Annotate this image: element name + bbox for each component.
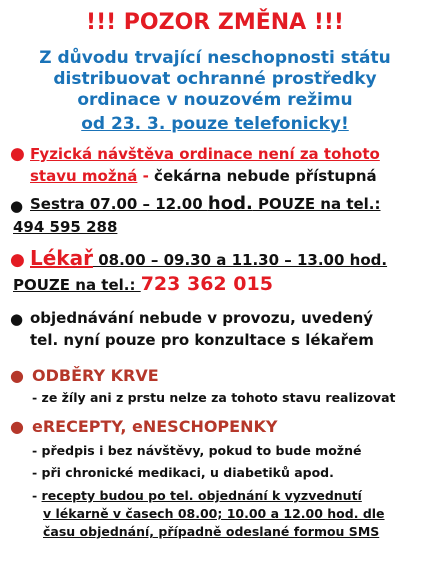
bullet-icon: ● bbox=[10, 366, 24, 385]
visit-line-1: Fyzická návštěva ordinace není za tohoto bbox=[30, 145, 380, 163]
erecipes-item-3-line-2: v lékarně v časech 08.00; 10.00 a 12.00 hod. dle bbox=[43, 506, 385, 521]
notice-title: !!! POZOR ZMĚNA !!! bbox=[86, 10, 344, 35]
erecipes-item-1: - předpis i bez návštěvy, pokud to bude možné bbox=[32, 443, 362, 458]
doctor-phone-label: POUZE na tel.: bbox=[13, 276, 141, 294]
doctor-line-1 bbox=[30, 248, 387, 270]
ordering-line-1: objednávání nebude v provozu, uvedený bbox=[30, 309, 374, 327]
ordering-line-2: tel. nyní pouze pro konzultace s lékařem bbox=[30, 331, 374, 349]
visit-not-possible: stavu možná bbox=[30, 167, 138, 185]
blood-heading: ODBĚRY KRVE bbox=[32, 366, 159, 385]
doctor-phone: 723 362 015 bbox=[140, 273, 273, 295]
intro-line-4: od 23. 3. pouze telefonicky! bbox=[81, 114, 349, 134]
visit-line-2 bbox=[30, 166, 377, 186]
nurse-hod: hod. bbox=[207, 193, 253, 214]
nurse-line-1 bbox=[30, 194, 381, 214]
erecipes-heading: eRECEPTY, eNESCHOPENKY bbox=[32, 417, 278, 436]
doctor-hours: 08.00 – 09.30 a 11.30 – 13.00 hod. bbox=[92, 251, 388, 269]
bullet-icon: ● bbox=[10, 310, 24, 328]
intro-line-2: distribuovat ochranné prostředky bbox=[53, 69, 377, 89]
intro-line-3: ordinace v nouzovém režimu bbox=[77, 90, 353, 110]
doctor-line-2 bbox=[13, 274, 273, 295]
nurse-phone: 494 595 288 bbox=[13, 218, 118, 236]
bullet-icon: ● bbox=[10, 197, 24, 215]
visit-dash: - bbox=[137, 167, 155, 185]
bullet-icon: ● bbox=[10, 144, 25, 164]
bullet-icon: ● bbox=[10, 250, 25, 270]
intro-line-1: Z důvodu trvající neschopnosti státu bbox=[39, 48, 391, 68]
visit-waiting-room: čekárna nebude přístupná bbox=[154, 167, 377, 185]
nurse-hours: Sestra 07.00 – 12.00 bbox=[30, 195, 208, 213]
blood-line-1: - ze žíly ani z prstu nelze za tohoto stavu realizovat bbox=[32, 390, 396, 405]
doctor-label: Lékař bbox=[30, 246, 93, 270]
erecipes-item-3-line-3: času objednání, případně odeslané formou SMS bbox=[43, 524, 380, 539]
erecipes-item-3: - recepty budou po tel. objednání k vyzvednutí bbox=[32, 488, 362, 503]
erecipes-item-2: - při chronické medikaci, u diabetiků apod. bbox=[32, 465, 334, 480]
erecipes-item-3-line-1: recepty budou po tel. objednání k vyzvednutí bbox=[41, 488, 362, 503]
bullet-icon: ● bbox=[10, 417, 24, 436]
nurse-phone-label: POUZE na tel.: bbox=[252, 195, 381, 213]
